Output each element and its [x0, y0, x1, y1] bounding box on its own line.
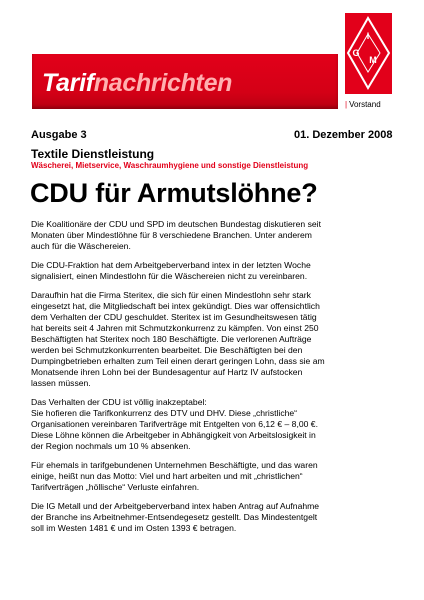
paragraph-line: Die Koalitionäre der CDU und SPD im deutschen Bundestag diskutieren seit — [31, 219, 321, 229]
logo-letter-m: M — [369, 55, 377, 65]
article-body — [31, 219, 401, 542]
paragraph-line: Tarifverträgen „höllische“ Verluste einfahren. — [31, 482, 200, 492]
paragraph-line: Die IG Metall und der Arbeitgeberverband intex haben Antrag auf Aufnahme — [31, 501, 320, 511]
title-banner — [32, 54, 338, 109]
issue-date: 01. Dezember 2008 — [294, 129, 393, 141]
paragraph-line: Monaten über Mindestlöhne für 8 verschiedene Branchen. Unter anderem — [31, 230, 312, 240]
paragraph-line: soll im Westen 1481 € und im Osten 1393 € betragen. — [31, 523, 237, 533]
paragraph-line: Monatsende ihren Lohn bei der Bundesagentur auf Hartz IV aufstocken — [31, 367, 303, 377]
article-paragraph — [31, 460, 401, 493]
paragraph-line: der Region nochmals um 10 % absenken. — [31, 441, 191, 451]
headline: CDU für Armutslöhne? — [30, 178, 318, 208]
paragraph-line: Das Verhalten der CDU ist völlig inakzeptabel: — [31, 397, 207, 407]
logo-letter-g: G — [352, 48, 360, 58]
article-paragraph — [31, 501, 401, 534]
article-paragraph — [31, 290, 401, 389]
org-unit-label: | Vorstand — [345, 100, 381, 109]
paragraph-line: Daraufhin hat die Firma Steritex, die sich für einen Mindestlohn sehr stark — [31, 290, 311, 300]
paragraph-line: werden bei Schmutzkonkurrenten bearbeitet. Die Beschäftigten bei den — [31, 345, 303, 355]
logo-letter-i: I — [366, 31, 370, 41]
section-title: Textile Dienstleistung — [31, 147, 155, 161]
newsletter-title: Tarifnachrichten — [42, 69, 233, 97]
paragraph-line: Für ehemals in tarifgebundenen Unternehmen Beschäftigte, und das waren — [31, 460, 318, 470]
article-paragraph — [31, 219, 401, 252]
paragraph-line: Beschäftigten hat Steritex noch 180 Beschäftigte. Die verlorenen Aufträge — [31, 334, 312, 344]
paragraph-line: Sie hofieren die Tarifkonkurrenz des DTV und DHV. Diese „christliche“ — [31, 408, 298, 418]
paragraph-line: dem Verhalten der CDU geschuldet. Steritex ist im Gesundheitswesen tätig — [31, 312, 317, 322]
paragraph-line: eingesetzt hat, die Mitgliedschaft bei intex gekündigt. Dies war offensichtlich — [31, 301, 320, 311]
paragraph-line: Die CDU-Fraktion hat dem Arbeitgeberverband intex in der letzten Woche — [31, 260, 311, 270]
paragraph-line: Dumpingbetrieben erhalten zum Teil einen derart geringen Lohn, dass sie am — [31, 356, 325, 366]
article-paragraph — [31, 260, 401, 282]
paragraph-line: lassen müssen. — [31, 378, 91, 388]
paragraph-line: der Branche ins Arbeitnehmer-Entsendegesetz gestellt. Das Mindestentgelt — [31, 512, 318, 522]
issue-number: Ausgabe 3 — [31, 129, 87, 141]
paragraph-line: einige, heißt nun das Motto: Viel und hart arbeiten und mit „christlichen“ — [31, 471, 303, 481]
paragraph-line: Organisationen vereinbaren Tarifverträge mit Entgelten von 6,12 € – 8,00 €. — [31, 419, 318, 429]
paragraph-line: Diese Löhne können die Arbeitgeber in Abhängigkeit von Arbeitslosigkeit in — [31, 430, 316, 440]
section-subtitle: Wäscherei, Mietservice, Waschraumhygiene und sonstige Dienstleistung — [31, 161, 309, 170]
article-paragraph — [31, 397, 401, 452]
paragraph-line: auch für die Wäschereien. — [31, 241, 131, 251]
paragraph-line: signalisiert, einen Mindestlohn für die Wäschereien nicht zu vereinbaren. — [31, 271, 308, 281]
paragraph-line: hat bereits seit 4 Jahren mit Schmutzkonkurrenz zu kämpfen. Von einst 250 — [31, 323, 319, 333]
ig-metall-logo — [345, 13, 392, 94]
